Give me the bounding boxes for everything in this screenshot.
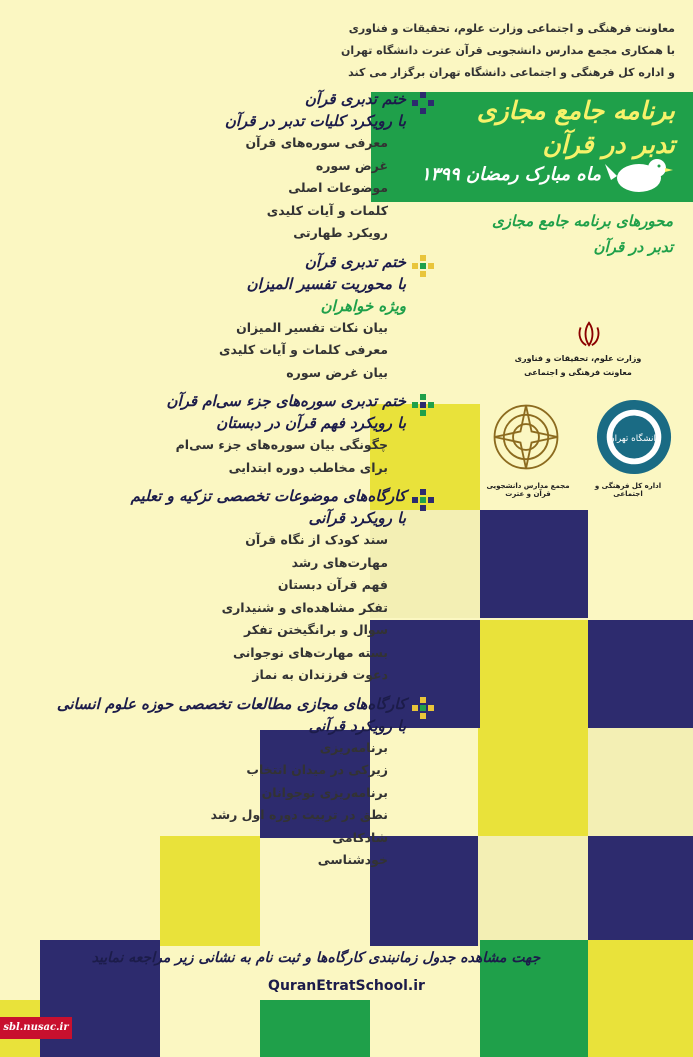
list-item: بیان غرض سوره	[286, 364, 388, 380]
list-item: معرفی کلمات و آیات کلیدی	[219, 342, 388, 357]
intro-text	[255, 18, 675, 84]
ministry-caption-line1: وزارت علوم، تحقیقات و فناوری	[514, 354, 642, 363]
section-title	[14, 251, 434, 317]
ministry-caption-line2: معاونت فرهنگی و اجتماعی	[524, 368, 632, 377]
program-sections	[14, 88, 434, 878]
section-4	[14, 485, 434, 687]
section-title-line: کارگاه‌های موضوعات تخصصی تزکیه و تعلیم	[130, 487, 406, 505]
iran-emblem-icon	[575, 320, 603, 348]
section-subtitle: با رویکرد قرآنی	[308, 509, 406, 527]
section-items	[14, 317, 434, 385]
section-items	[14, 737, 434, 872]
list-item: غرض سوره	[315, 157, 388, 173]
section-items	[14, 132, 434, 245]
list-item: سند کودک از نگاه قرآن	[245, 532, 388, 547]
section-accent: ویژه خواهران	[320, 296, 406, 315]
university-caption: اداره کل فرهنگی و اجتماعی	[594, 482, 662, 498]
watermark-badge: sbl.nusac.ir	[0, 1017, 72, 1039]
list-item: شادکامی	[332, 829, 388, 845]
list-item: نطق در تربیت دوره اول رشد	[210, 807, 388, 822]
section-title	[14, 693, 434, 737]
list-item: برنامه‌ریزی نوجوانان	[261, 784, 388, 800]
website-link[interactable]: QuranEtratSchool.ir	[268, 978, 425, 994]
list-item: دعوت فرزندان به نماز	[252, 667, 388, 682]
section-subtitle: با رویکرد فهم قرآن در دبستان	[216, 414, 406, 432]
list-item: برای مخاطب دوره ابتدایی	[228, 459, 388, 475]
section-title	[14, 88, 434, 132]
list-item: فهم قرآن دبستان	[277, 577, 388, 592]
list-item: تفکر مشاهده‌ای و شنیداری	[221, 599, 388, 615]
section-title	[14, 390, 434, 434]
section-title-line: ختم تدبری قرآن	[304, 252, 406, 271]
list-item: سوال و برانگیختن تفکر	[243, 622, 388, 637]
list-item: زیرکی در میدان انتخاب	[246, 762, 388, 777]
list-item: برنامه‌ریزی	[319, 739, 388, 755]
axes-heading-line2: تدبر در قرآن	[593, 238, 673, 256]
list-item: معرفی سوره‌های قرآن	[245, 135, 388, 150]
section-items	[14, 434, 434, 479]
section-title-line: کارگاه‌های مجازی مطالعات تخصصی حوزه علوم انسانی	[56, 694, 406, 713]
program-title-line1: برنامه جامع مجازی	[476, 96, 675, 125]
list-item: خودشناسی	[317, 852, 388, 867]
bird-icon	[605, 150, 673, 196]
svg-text:دانشگاه تهران: دانشگاه تهران	[608, 433, 660, 444]
section-subtitle: با رویکرد کلیات تدبر در قرآن	[224, 112, 406, 130]
program-title-line2: تدبر در قرآن	[542, 130, 675, 159]
section-subtitle: با محوریت تفسیر المیزان	[246, 274, 406, 293]
program-subtitle: ماه مبارک رمضان ۱۳۹۹	[420, 164, 601, 185]
logos-area	[483, 320, 673, 510]
section-2	[14, 251, 434, 385]
list-item: بسته مهارت‌های نوجوانی	[232, 644, 388, 660]
quran-association-logo-icon	[489, 400, 563, 474]
intro-line: با همکاری مجمع مدارس دانشجویی قرآن عترت دانشگاه تهران	[341, 44, 675, 57]
section-title-line: ختم تدبری قرآن	[304, 90, 406, 108]
section-5	[14, 693, 434, 872]
footer-note: جهت مشاهده جدول زمانبندی کارگاه‌ها و ثبت نام به نشانی زیر مراجعه نمایید	[91, 950, 541, 966]
section-title	[14, 485, 434, 529]
list-item: چگونگی بیان سوره‌های جزء سی‌ام	[175, 437, 388, 452]
list-item: کلمات و آیات کلیدی	[266, 202, 388, 218]
axes-heading-line1: محورهای برنامه جامع مجازی	[491, 212, 673, 230]
list-item: موضوعات اصلی	[288, 180, 388, 195]
intro-line: معاونت فرهنگی و اجتماعی وزارت علوم، تحقیقات و فناوری	[348, 22, 675, 35]
section-items	[14, 529, 434, 687]
section-1	[14, 88, 434, 245]
section-subtitle: با رویکرد قرآنی	[308, 716, 406, 735]
section-title-line: ختم تدبری سوره‌های جزء سی‌ام قرآن	[166, 392, 406, 410]
association-caption: مجمع مدارس دانشجویی قرآن و عترت	[486, 482, 570, 498]
ministry-caption	[493, 352, 663, 380]
list-item: بیان نکات تفسیر المیزان	[236, 319, 388, 335]
intro-line: و اداره کل فرهنگی و اجتماعی دانشگاه تهران برگزار می کند	[348, 66, 675, 79]
list-item: رویکرد طهارتی	[293, 225, 388, 240]
section-3	[14, 390, 434, 479]
tehran-university-seal-icon	[595, 398, 673, 476]
list-item: مهارت‌های رشد	[291, 554, 388, 570]
